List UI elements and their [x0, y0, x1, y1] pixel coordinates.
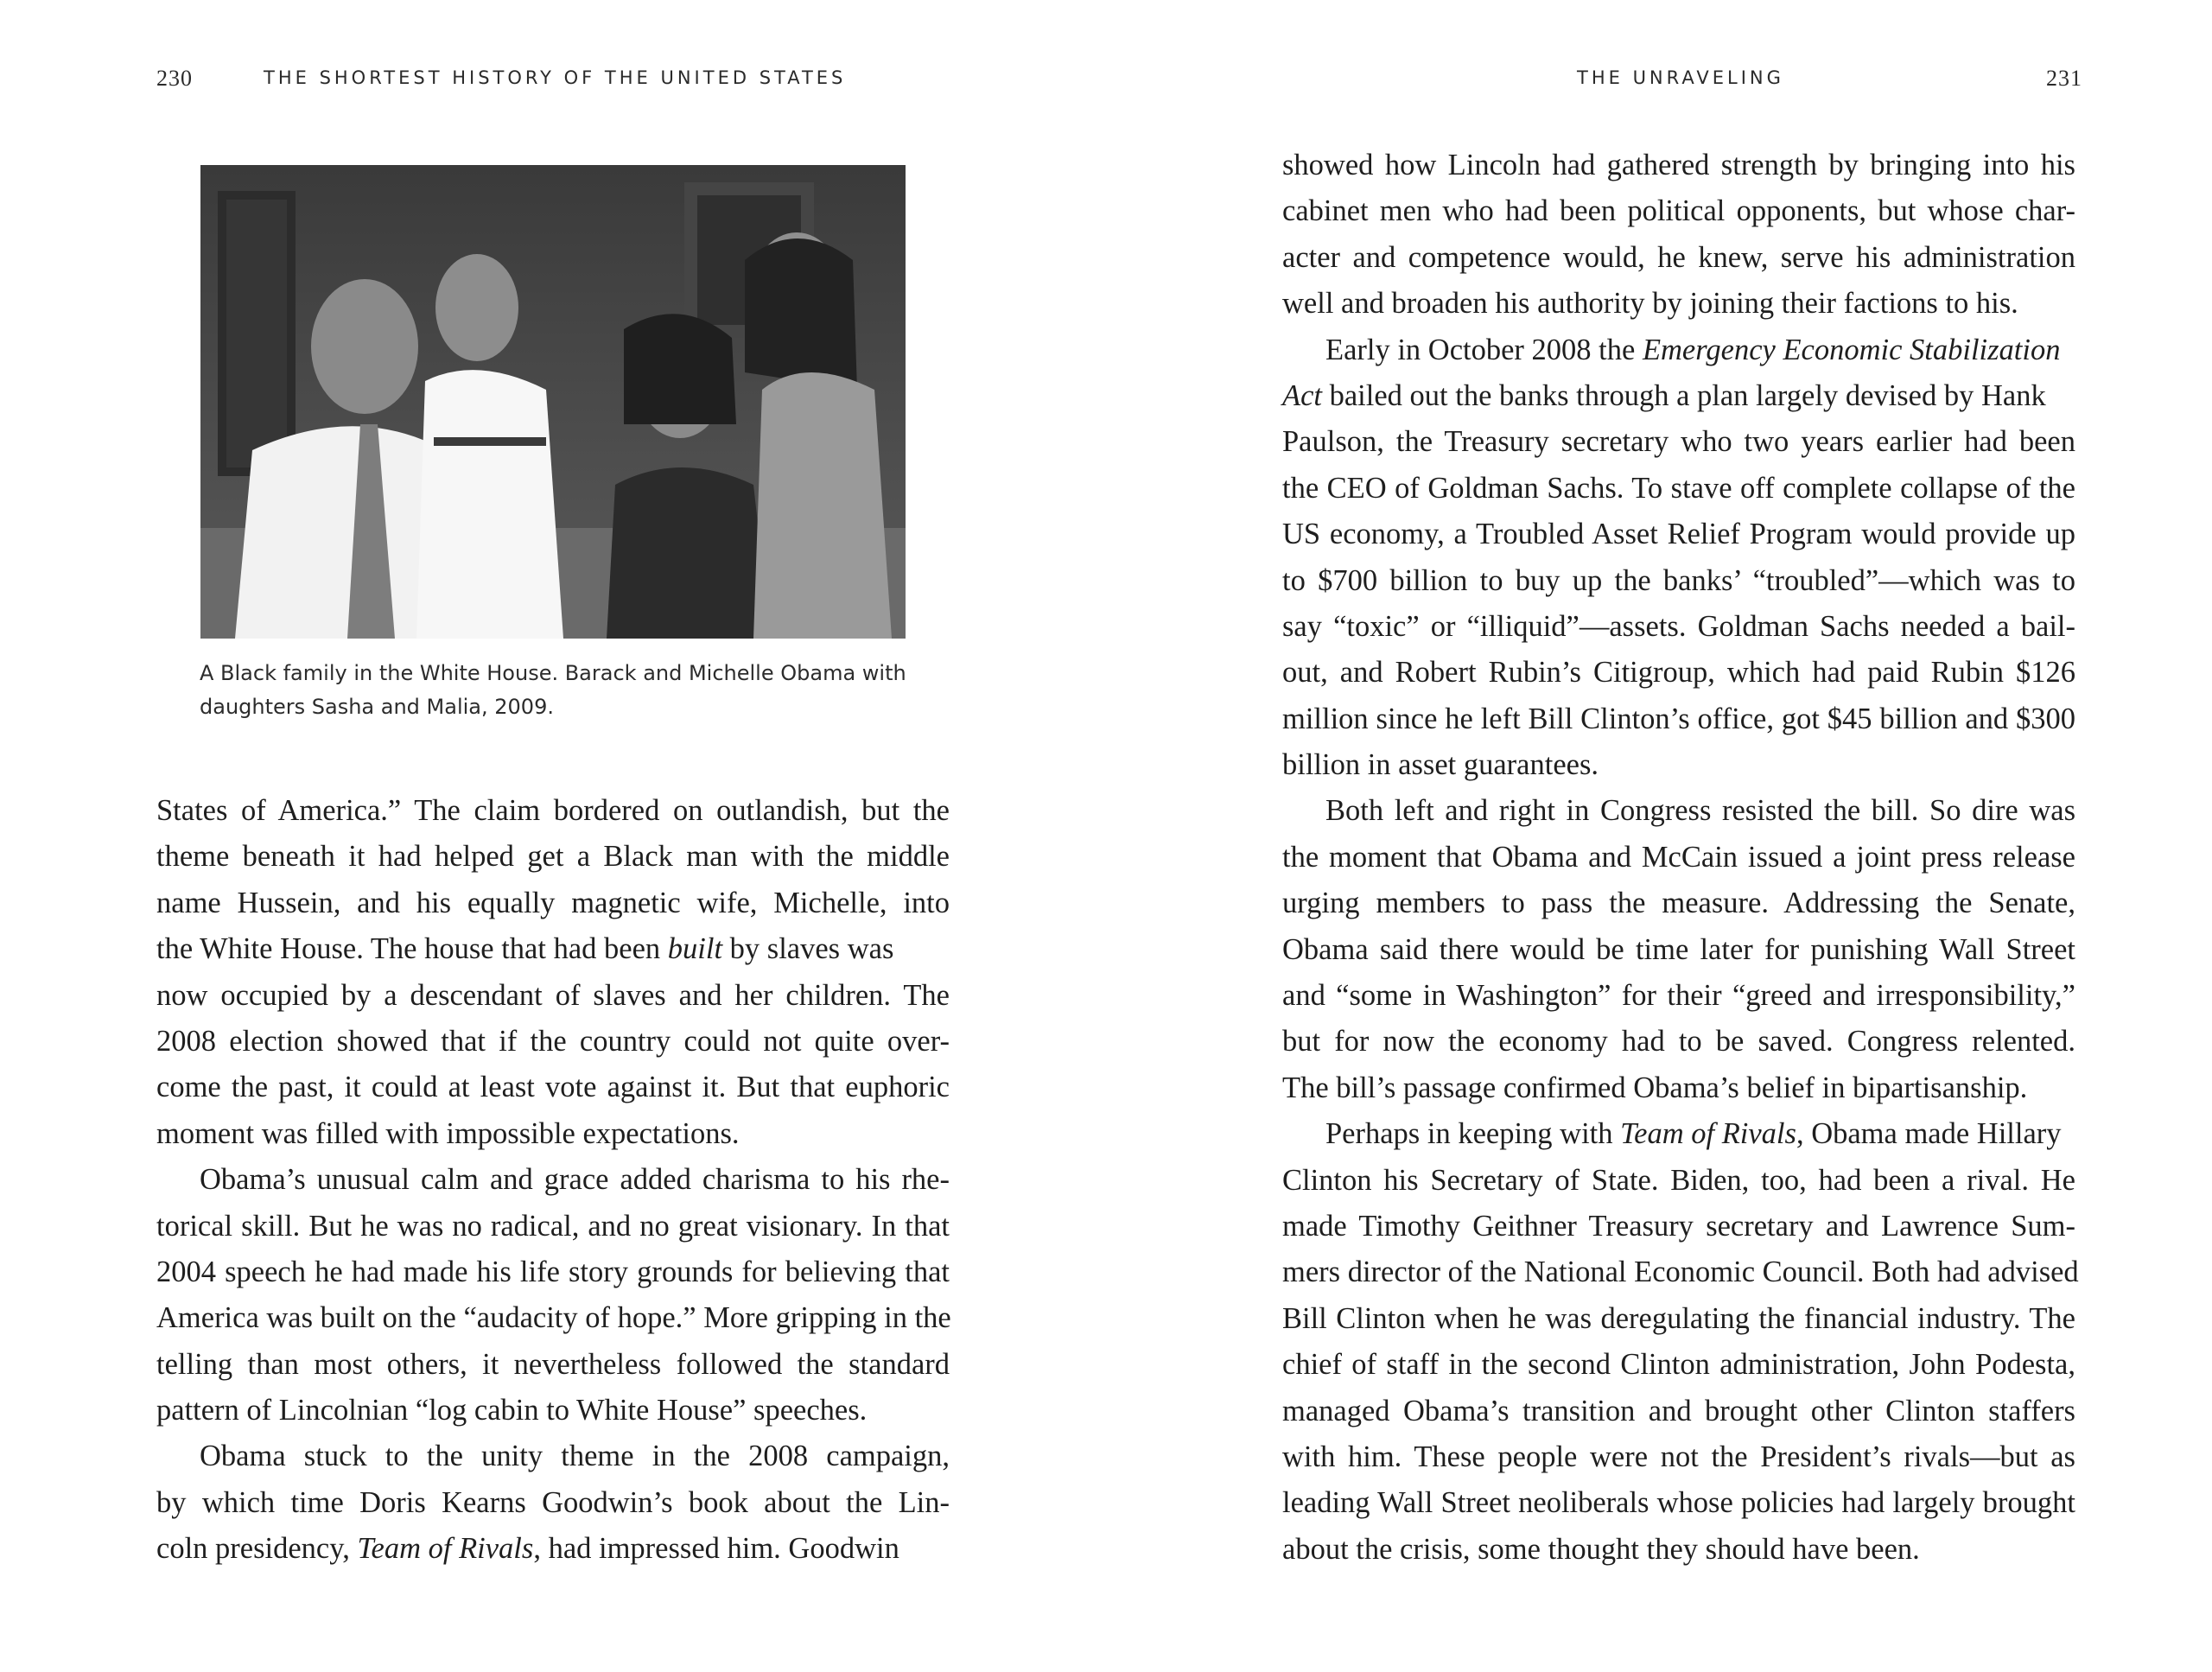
- text-line: US economy, a Troubled Asset Relief Program would provide up: [1282, 518, 2075, 551]
- italic-text: Team of Rivals: [1620, 1117, 1796, 1151]
- text-line: States of America.” The claim bordered on outlandish, but the: [156, 794, 950, 827]
- text-line: say “toxic” or “illiquid”—assets. Goldman Sachs needed a bail-: [1282, 609, 2075, 643]
- text-line: Both left and right in Congress resisted the bill. So dire was: [1325, 794, 2075, 828]
- left-body-text: [156, 788, 950, 1573]
- text-line: come the past, it could at least vote against it. But that euphoric: [156, 1071, 950, 1104]
- text-line: Paulson, the Treasury secretary who two years earlier had been: [1282, 425, 2075, 459]
- running-head-left: THE SHORTEST HISTORY OF THE UNITED STATES: [264, 67, 847, 88]
- text-line: about the crisis, some thought they should have been.: [1282, 1532, 1920, 1566]
- text-line: billion in asset guarantees.: [1282, 748, 1599, 782]
- photo-caption: [200, 657, 925, 724]
- text-line: Clinton his Secretary of State. Biden, too, had been a rival. He: [1282, 1163, 2075, 1197]
- text-line: telling than most others, it nevertheless followed the standard: [156, 1347, 950, 1381]
- page-number-left: 230: [156, 66, 193, 91]
- italic-text: Act: [1282, 378, 1322, 412]
- text-line: moment was filled with impossible expectations.: [156, 1116, 740, 1150]
- text-line: Obama stuck to the unity theme in the 2008 campaign,: [200, 1440, 950, 1473]
- italic-text: built: [667, 932, 723, 966]
- text-line: million since he left Bill Clinton’s office, got $45 billion and $300: [1282, 702, 2075, 735]
- text-line: showed how Lincoln had gathered strength by bringing into his: [1282, 149, 2075, 181]
- text-line: leading Wall Street neoliberals whose policies had largely brought: [1282, 1486, 2075, 1520]
- text-line: cabinet men who had been political opponents, but whose char-: [1282, 194, 2075, 228]
- text-line: and “some in Washington” for their “greed and irresponsibility,”: [1282, 979, 2075, 1013]
- text-line: well and broaden his authority by joining their factions to his.: [1282, 287, 2018, 321]
- right-body-text: [1282, 143, 2079, 1573]
- text-line: America was built on the “audacity of hope.” More gripping in the: [156, 1301, 951, 1335]
- text-line: The bill’s passage confirmed Obama’s belief in bipartisanship.: [1282, 1071, 2028, 1104]
- text-line: theme beneath it had helped get a Black man with the middle: [156, 840, 950, 874]
- text-line: coln presidency, Team of Rivals, had impressed him. Goodwin: [156, 1532, 899, 1566]
- text-line: 2008 election showed that if the country could not quite over-: [156, 1024, 950, 1058]
- text-line: managed Obama’s transition and brought other Clinton staffers: [1282, 1394, 2075, 1427]
- family-photo-image: [200, 165, 906, 639]
- text-line: Bill Clinton when he was deregulating the financial industry. The: [1282, 1301, 2075, 1335]
- text-line: 2004 speech he had made his life story grounds for believing that: [156, 1255, 950, 1288]
- text-line: the moment that Obama and McCain issued a joint press release: [1282, 840, 2075, 874]
- text-line: the CEO of Goldman Sachs. To stave off complete collapse of the: [1282, 471, 2075, 505]
- text-line: name Hussein, and his equally magnetic wife, Michelle, into: [156, 886, 950, 919]
- text-line: but for now the economy had to be saved. Congress relented.: [1282, 1025, 2075, 1059]
- italic-text: Emergency Economic Stabilization: [1642, 333, 2061, 366]
- text-line: by which time Doris Kearns Goodwin’s book about the Lin-: [156, 1485, 950, 1519]
- text-line: to $700 billion to buy up the banks’ “troubled”—which was to: [1282, 563, 2075, 597]
- text-line: pattern of Lincolnian “log cabin to White House” speeches.: [156, 1394, 868, 1427]
- text-line: made Timothy Geithner Treasury secretary and Lawrence Sum-: [1282, 1209, 2075, 1243]
- text-line: mers director of the National Economic Council. Both had advised: [1282, 1256, 2079, 1289]
- caption-line: daughters Sasha and Malia, 2009.: [200, 695, 554, 719]
- italic-text: Team of Rivals: [357, 1532, 534, 1566]
- page-number-right: 231: [2046, 66, 2082, 91]
- text-line: chief of staff in the second Clinton administration, John Podesta,: [1282, 1348, 2075, 1382]
- right-page: [1106, 0, 2212, 1672]
- running-head-right: THE UNRAVELING: [1577, 67, 1784, 88]
- text-line: Obama’s unusual calm and grace added charisma to his rhe-: [200, 1163, 950, 1197]
- text-line: Perhaps in keeping with Team of Rivals, Obama made Hillary: [1325, 1117, 2062, 1151]
- text-line: now occupied by a descendant of slaves and her children. The: [156, 978, 950, 1012]
- text-line: with him. These people were not the President’s rivals—but as: [1282, 1440, 2075, 1473]
- text-line: acter and competence would, he knew, serve his administration: [1282, 240, 2075, 274]
- family-photo: [200, 165, 906, 639]
- caption-line: A Black family in the White House. Barack and Michelle Obama with: [200, 661, 906, 685]
- text-line: torical skill. But he was no radical, and no great visionary. In that: [156, 1209, 950, 1243]
- text-line: Early in October 2008 the Emergency Economic Stabilization: [1325, 333, 2061, 366]
- text-line: urging members to pass the measure. Addressing the Senate,: [1282, 887, 2075, 920]
- text-line: the White House. The house that had been built by slaves was: [156, 932, 894, 966]
- text-line: Act bailed out the banks through a plan largely devised by Hank: [1282, 378, 2046, 412]
- text-line: Obama said there would be time later for punishing Wall Street: [1282, 932, 2075, 966]
- text-line: out, and Robert Rubin’s Citigroup, which had paid Rubin $126: [1282, 656, 2075, 690]
